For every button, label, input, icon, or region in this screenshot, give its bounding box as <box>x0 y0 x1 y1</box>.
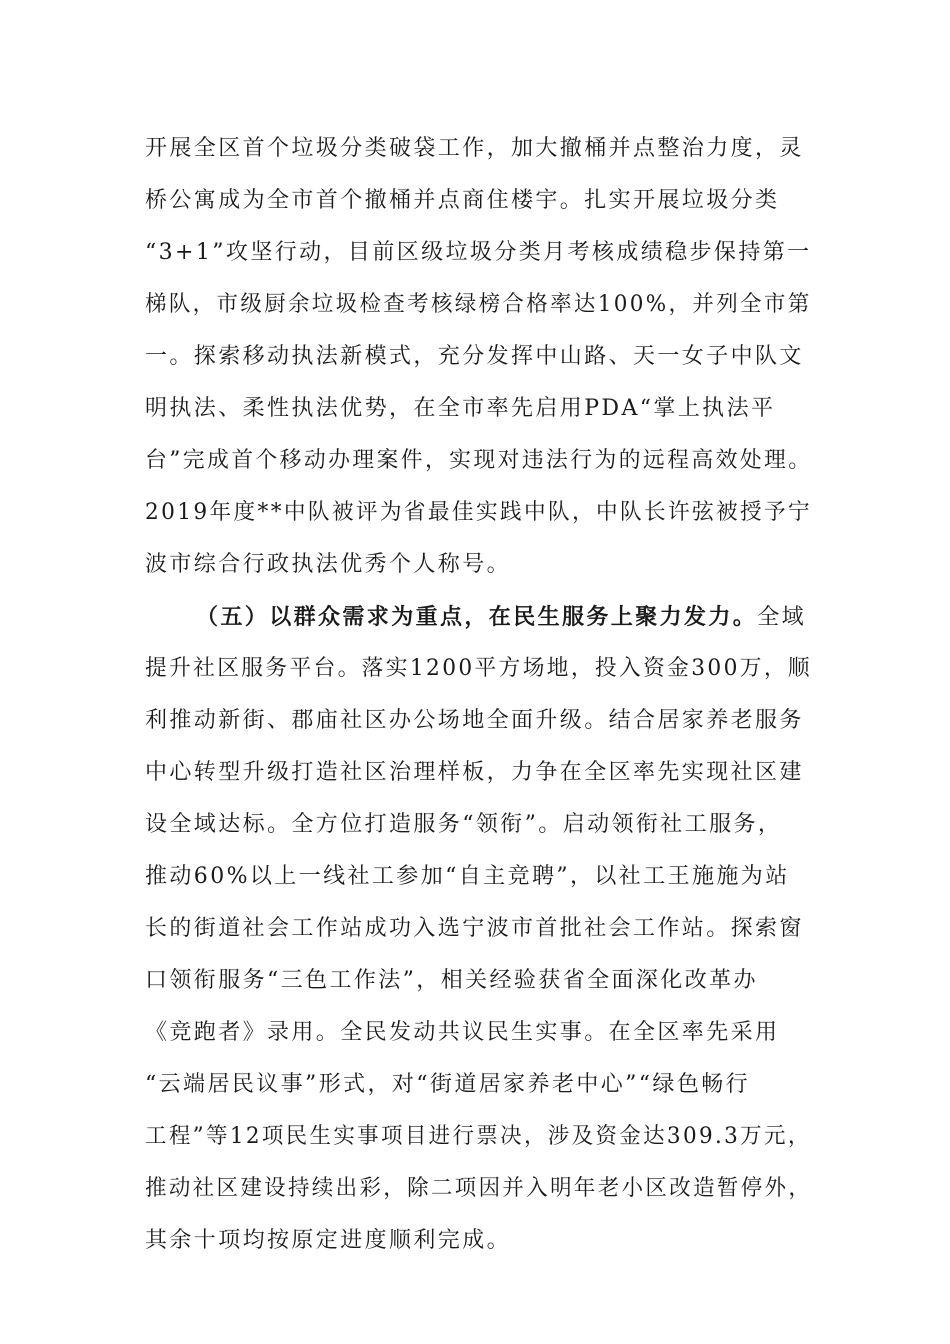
text-line <box>145 136 804 162</box>
line-text: 口领衔服务“三色工作法”，相关经验获省全面深化改革办 <box>145 968 758 993</box>
line-text: 2019年度**中队被评为省最佳实践中队，中队长许弦被授予宁 <box>145 500 813 525</box>
text-line <box>145 240 812 266</box>
line-text: 一。探索移动执法新模式，充分发挥中山路、天一女子中队文 <box>145 344 804 369</box>
line-text: 《竞跑者》录用。全民发动共议民生实事。在全区率先采用 <box>145 1020 780 1045</box>
text-line <box>145 448 812 474</box>
line-text: 利推动新街、郡庙社区办公场地全面升级。结合居家养老服务 <box>145 708 804 733</box>
line-text: 桥公寓成为全市首个撤桶并点商住楼宇。扎实开展垃圾分类 <box>145 188 780 213</box>
text-line <box>145 1020 779 1046</box>
text-line <box>145 1228 511 1254</box>
line-text: 中心转型升级打造社区治理样板，力争在全区率先实现社区建 <box>145 760 804 785</box>
line-text: “3+1”攻坚行动，目前区级垃圾分类月考核成绩稳步保持第一 <box>145 240 812 265</box>
line-text: 开展全区首个垃圾分类破袋工作，加大撤桶并点整治力度，灵 <box>145 136 804 161</box>
line-text: 台”完成首个移动办理案件，实现对违法行为的远程高效处理。 <box>145 448 813 473</box>
text-line <box>145 552 511 578</box>
line-text: 全域 <box>757 605 807 630</box>
text-line <box>145 656 812 682</box>
text-line <box>145 812 782 838</box>
text-line <box>145 708 804 734</box>
line-text: 梯队，市级厨余垃圾检查考核绿榜合格率达100%，并列全市第 <box>145 292 812 317</box>
section-heading-line <box>196 604 806 631</box>
text-line <box>145 1124 812 1150</box>
text-line <box>145 344 804 370</box>
line-text: 长的街道社会工作站成功入选宁波市首批社会工作站。探索窗 <box>145 916 804 941</box>
line-text: 推动社区建设持续出彩，除二项因并入明年老小区改造暂停外， <box>145 1176 813 1201</box>
section-heading: （五）以群众需求为重点，在民生服务上聚力发力。 <box>196 604 758 630</box>
line-text: 其余十项均按原定进度顺利完成。 <box>145 1228 512 1253</box>
line-text: 波市综合行政执法优秀个人称号。 <box>145 552 512 577</box>
text-line <box>145 1072 750 1098</box>
line-text: 工程”等12项民生实事项目进行票决，涉及资金达309.3万元， <box>145 1124 812 1149</box>
text-line <box>145 188 779 214</box>
text-line <box>145 292 812 318</box>
text-line <box>145 864 790 890</box>
line-text: 明执法、柔性执法优势，在全市率先启用PDA“掌上执法平 <box>145 396 776 421</box>
line-text: “云端居民议事”形式，对“街道居家养老中心”“绿色畅行 <box>145 1072 751 1097</box>
line-text: 推动60%以上一线社工参加“自主竞聘”，以社工王施施为站 <box>145 864 790 889</box>
line-text: 设全域达标。全方位打造服务“领衔”。启动领衔社工服务， <box>145 812 783 837</box>
text-line <box>145 760 804 786</box>
text-line <box>145 1176 812 1202</box>
text-line <box>145 968 758 994</box>
line-text: 提升社区服务平台。落实1200平方场地，投入资金300万，顺 <box>145 656 812 681</box>
text-line <box>145 500 812 526</box>
text-line <box>145 396 775 422</box>
text-line <box>145 916 804 942</box>
